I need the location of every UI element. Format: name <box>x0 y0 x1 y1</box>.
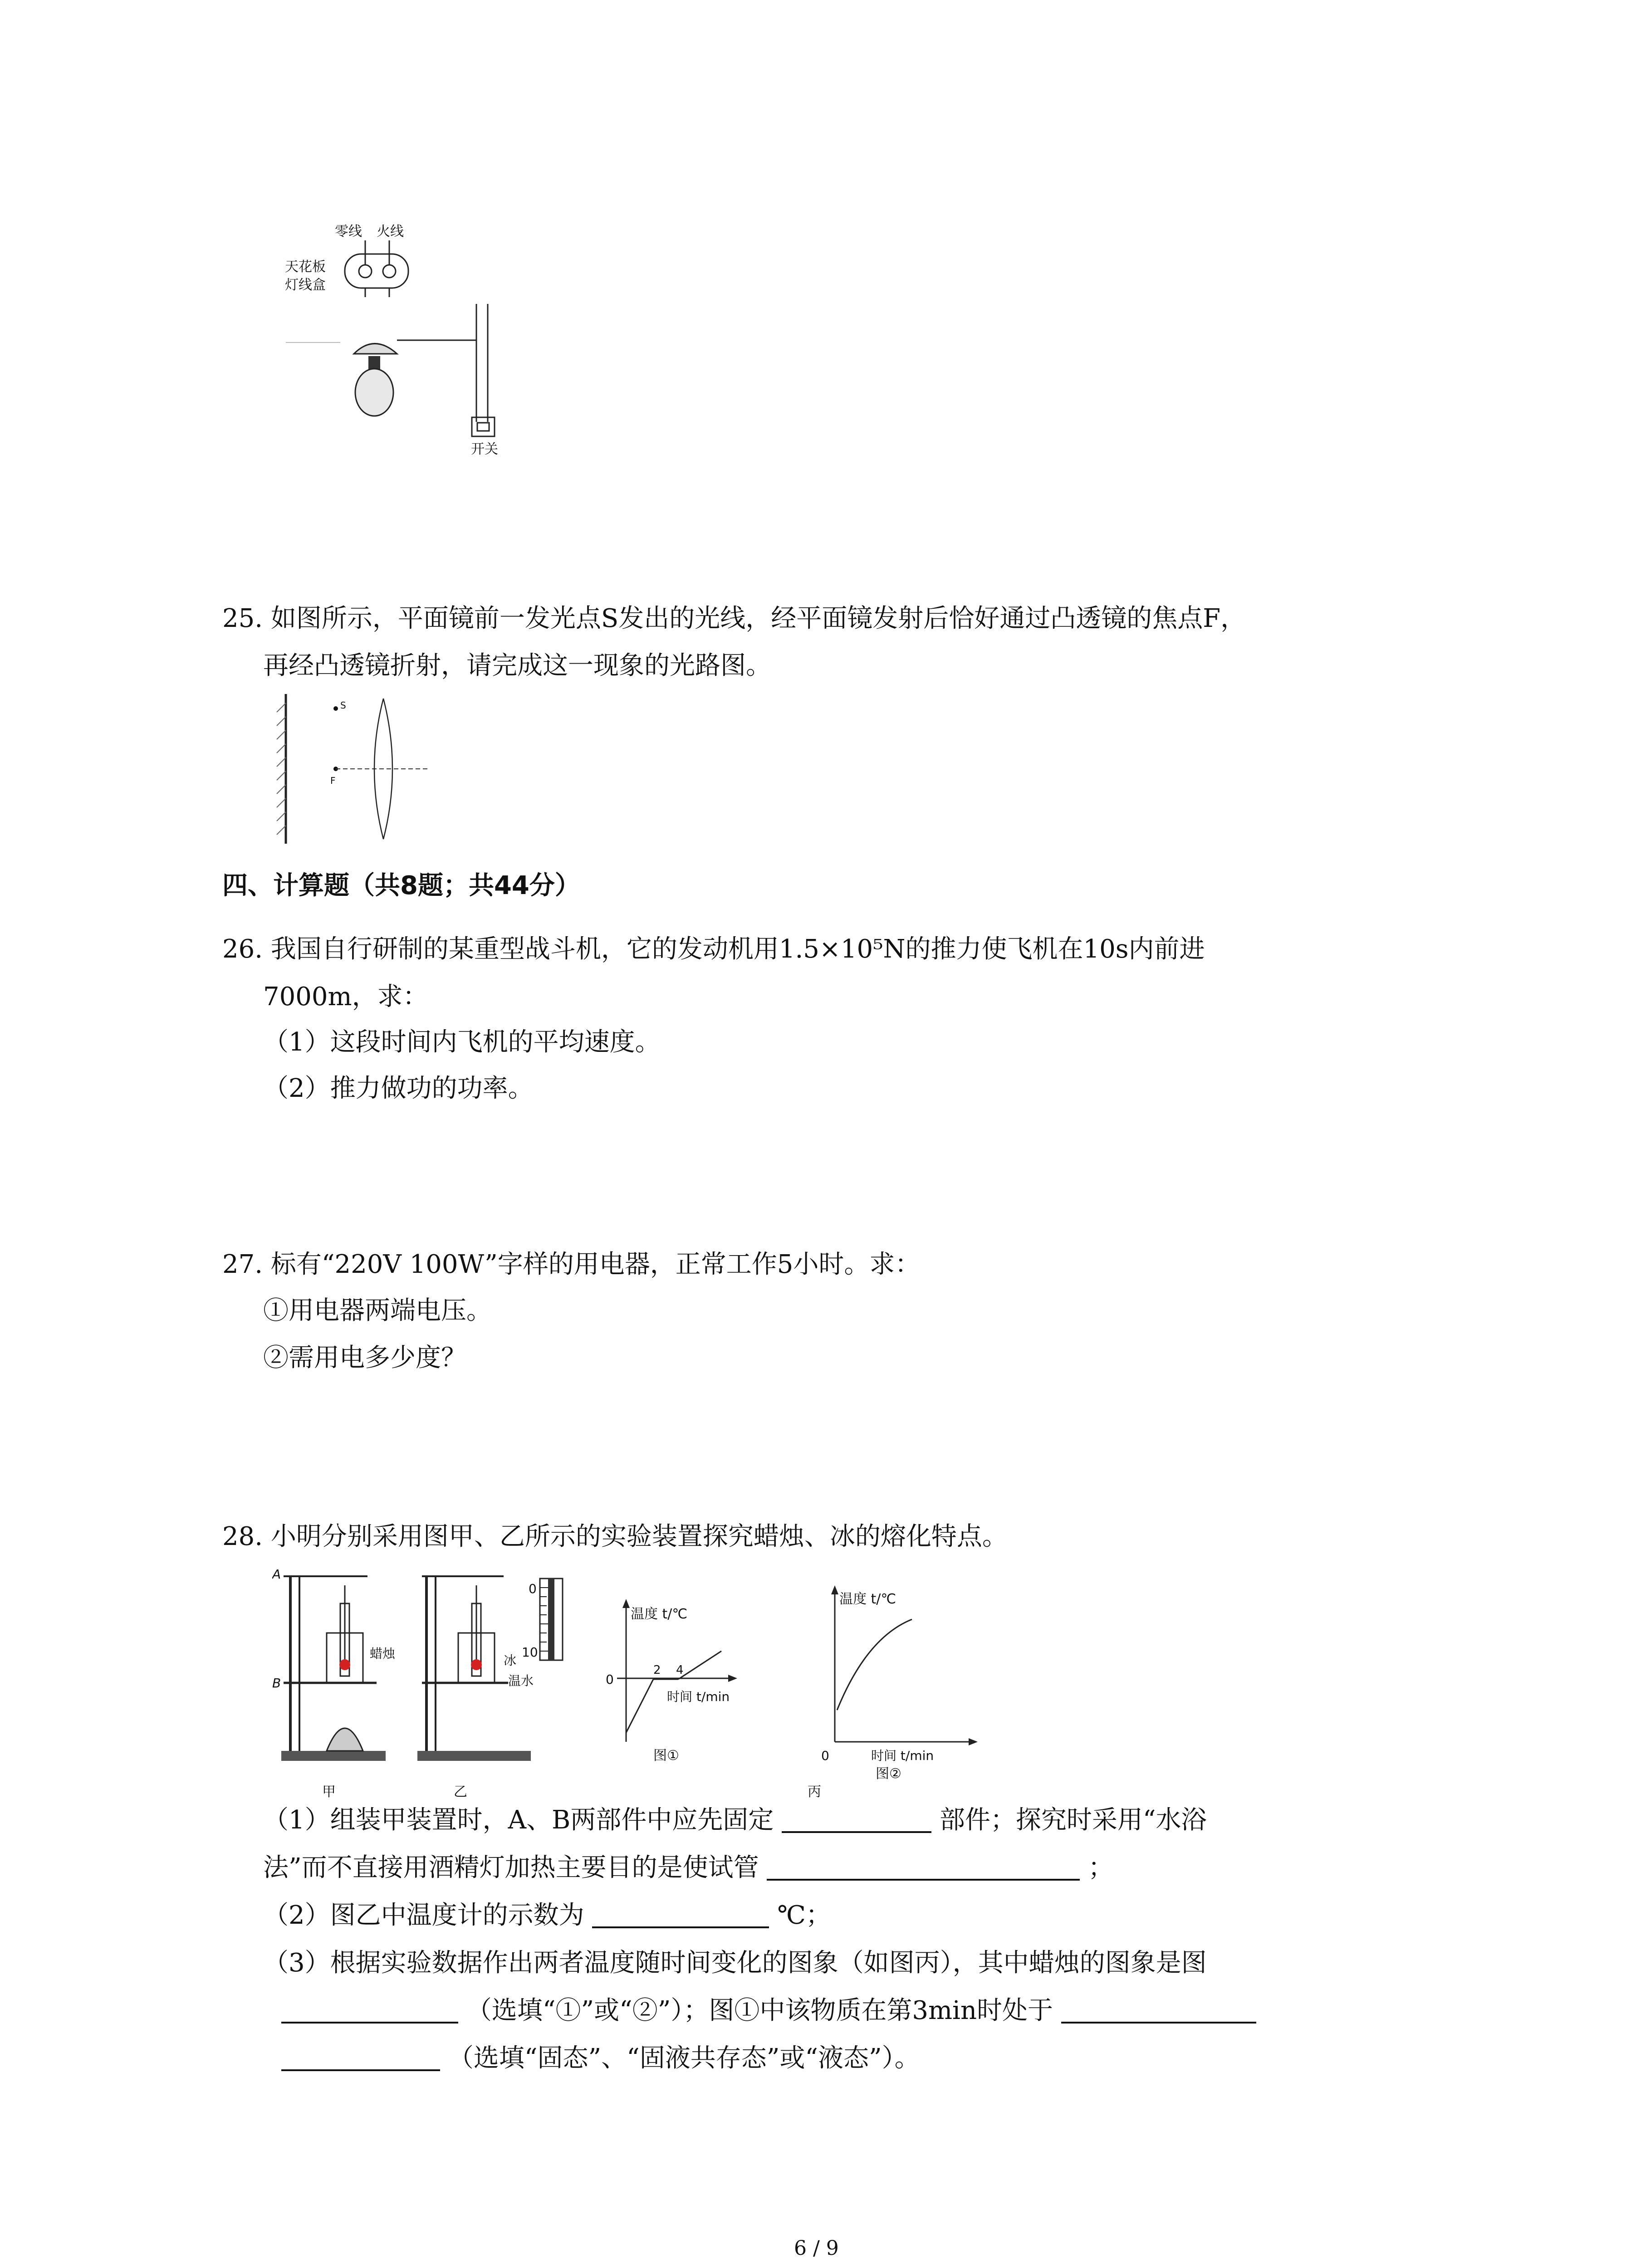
q28-part3-text-b: （选填“①”或“②”）；图①中该物质在第3min时处于 <box>466 1996 1053 2025</box>
q28-part1-text-d: ； <box>1088 1853 1114 1882</box>
q27-sub1: ①用电器两端电压。 <box>263 1296 492 1325</box>
caption-jia: 甲 <box>322 1784 336 1800</box>
graph1-tick-4: 4 <box>676 1663 684 1677</box>
graph2-xlabel: 时间 t/min <box>871 1748 934 1763</box>
circuit-diagram <box>272 218 526 472</box>
graph-1 <box>606 1599 737 1764</box>
q26-sub2: （2）推力做功的功率。 <box>263 1074 534 1103</box>
q27-line1: 27. 标有“220V 100W”字样的用电器，正常工作5小时。求： <box>222 1250 921 1279</box>
therm-label-10: 10 <box>522 1645 538 1660</box>
q28-part3-text-c: （选填“固态”、“固液共存态”或“液态”）。 <box>448 2043 920 2073</box>
mirror-lens-diagram <box>272 689 436 848</box>
graph1-origin: 0 <box>606 1672 614 1687</box>
q28-figure <box>272 1560 980 1805</box>
apparatus-yi <box>417 1576 563 1800</box>
q25-line2: 再经凸透镜折射，请完成这一现象的光路图。 <box>263 651 771 680</box>
q28-part3-line1: （3）根据实验数据作出两者温度随时间变化的图象（如图丙），其中蜡烛的图象是图 <box>263 1948 1207 1978</box>
caption-yi: 乙 <box>454 1784 467 1800</box>
q28-part1-line1 <box>263 1805 1207 1835</box>
q28-line1: 28. 小明分别采用图甲、乙所示的实验装置探究蜡烛、冰的熔化特点。 <box>222 1522 1008 1551</box>
graph1-ylabel: 温度 t/℃ <box>631 1606 688 1622</box>
graph2-caption: 图② <box>876 1766 901 1782</box>
label-candle: 蜡烛 <box>370 1646 396 1661</box>
label-box-line1: 天花板 <box>285 259 326 275</box>
melting-experiment-figure <box>272 1560 980 1805</box>
label-live-wire: 火线 <box>377 224 404 240</box>
q28-part1-text-a: （1）组装甲装置时，A、B两部件中应先固定 <box>263 1805 774 1835</box>
section-title: 四、计算题（共8题；共44分） <box>222 871 580 900</box>
circuit-figure <box>272 218 526 472</box>
q28-part2-text-a: （2）图乙中温度计的示数为 <box>263 1901 584 1930</box>
q28-part3-line3 <box>281 2043 920 2073</box>
q26-line2: 7000m，求： <box>263 982 428 1012</box>
q28-part1-text-c: 法”而不直接用酒精灯加热主要目的是使试管 <box>263 1853 759 1882</box>
label-box-line2: 灯线盒 <box>285 277 326 293</box>
label-neutral-wire: 零线 <box>335 224 362 240</box>
graph1-caption: 图① <box>653 1748 679 1764</box>
q26-line1: 26. 我国自行研制的某重型战斗机，它的发动机用1.5×10⁵N的推力使飞机在10s内前进 <box>222 934 1205 964</box>
graph-2 <box>808 1585 978 1800</box>
answer-blank-state-at-3min-b[interactable] <box>281 2046 440 2071</box>
q28-part2-text-b: ℃； <box>777 1901 831 1930</box>
label-part-b: B <box>272 1676 281 1691</box>
q26-sub1: （1）这段时间内飞机的平均速度。 <box>263 1027 661 1057</box>
apparatus-jia <box>272 1567 396 1800</box>
answer-blank-state-at-3min-a[interactable] <box>1061 1998 1256 2024</box>
q28-part2-line <box>263 1903 831 1928</box>
page-number: 6 / 9 <box>794 2237 839 2260</box>
graph1-tick-2: 2 <box>653 1663 661 1677</box>
label-focus-f: F <box>330 775 336 786</box>
therm-label-0: 0 <box>529 1581 537 1596</box>
label-ice: 冰 <box>504 1653 517 1668</box>
graph1-xlabel: 时间 t/min <box>667 1689 730 1704</box>
label-switch: 开关 <box>471 441 498 457</box>
label-part-a: A <box>272 1567 281 1582</box>
q28-part1-text-b: 部件；探究时采用“水浴 <box>939 1805 1207 1835</box>
answer-blank-part-to-fix[interactable] <box>782 1808 931 1833</box>
q25-line1: 25. 如图所示，平面镜前一发光点S发出的光线，经平面镜发射后恰好通过凸透镜的焦点F， <box>222 604 1246 633</box>
label-point-s: S <box>340 700 346 711</box>
graph2-origin: 0 <box>821 1748 829 1763</box>
answer-blank-candle-graph[interactable] <box>281 1998 458 2024</box>
graph2-ylabel: 温度 t/℃ <box>839 1591 896 1607</box>
answer-blank-water-bath-purpose[interactable] <box>767 1855 1080 1881</box>
label-warm-water: 温水 <box>508 1673 534 1688</box>
q28-part3-line2 <box>281 1998 1256 2024</box>
caption-bing: 丙 <box>808 1784 821 1800</box>
q27-sub2: ②需用电多少度？ <box>263 1343 466 1373</box>
q25-optics-figure <box>272 689 436 848</box>
answer-blank-thermometer-reading[interactable] <box>592 1903 769 1928</box>
q28-part1-line2 <box>263 1855 1113 1881</box>
